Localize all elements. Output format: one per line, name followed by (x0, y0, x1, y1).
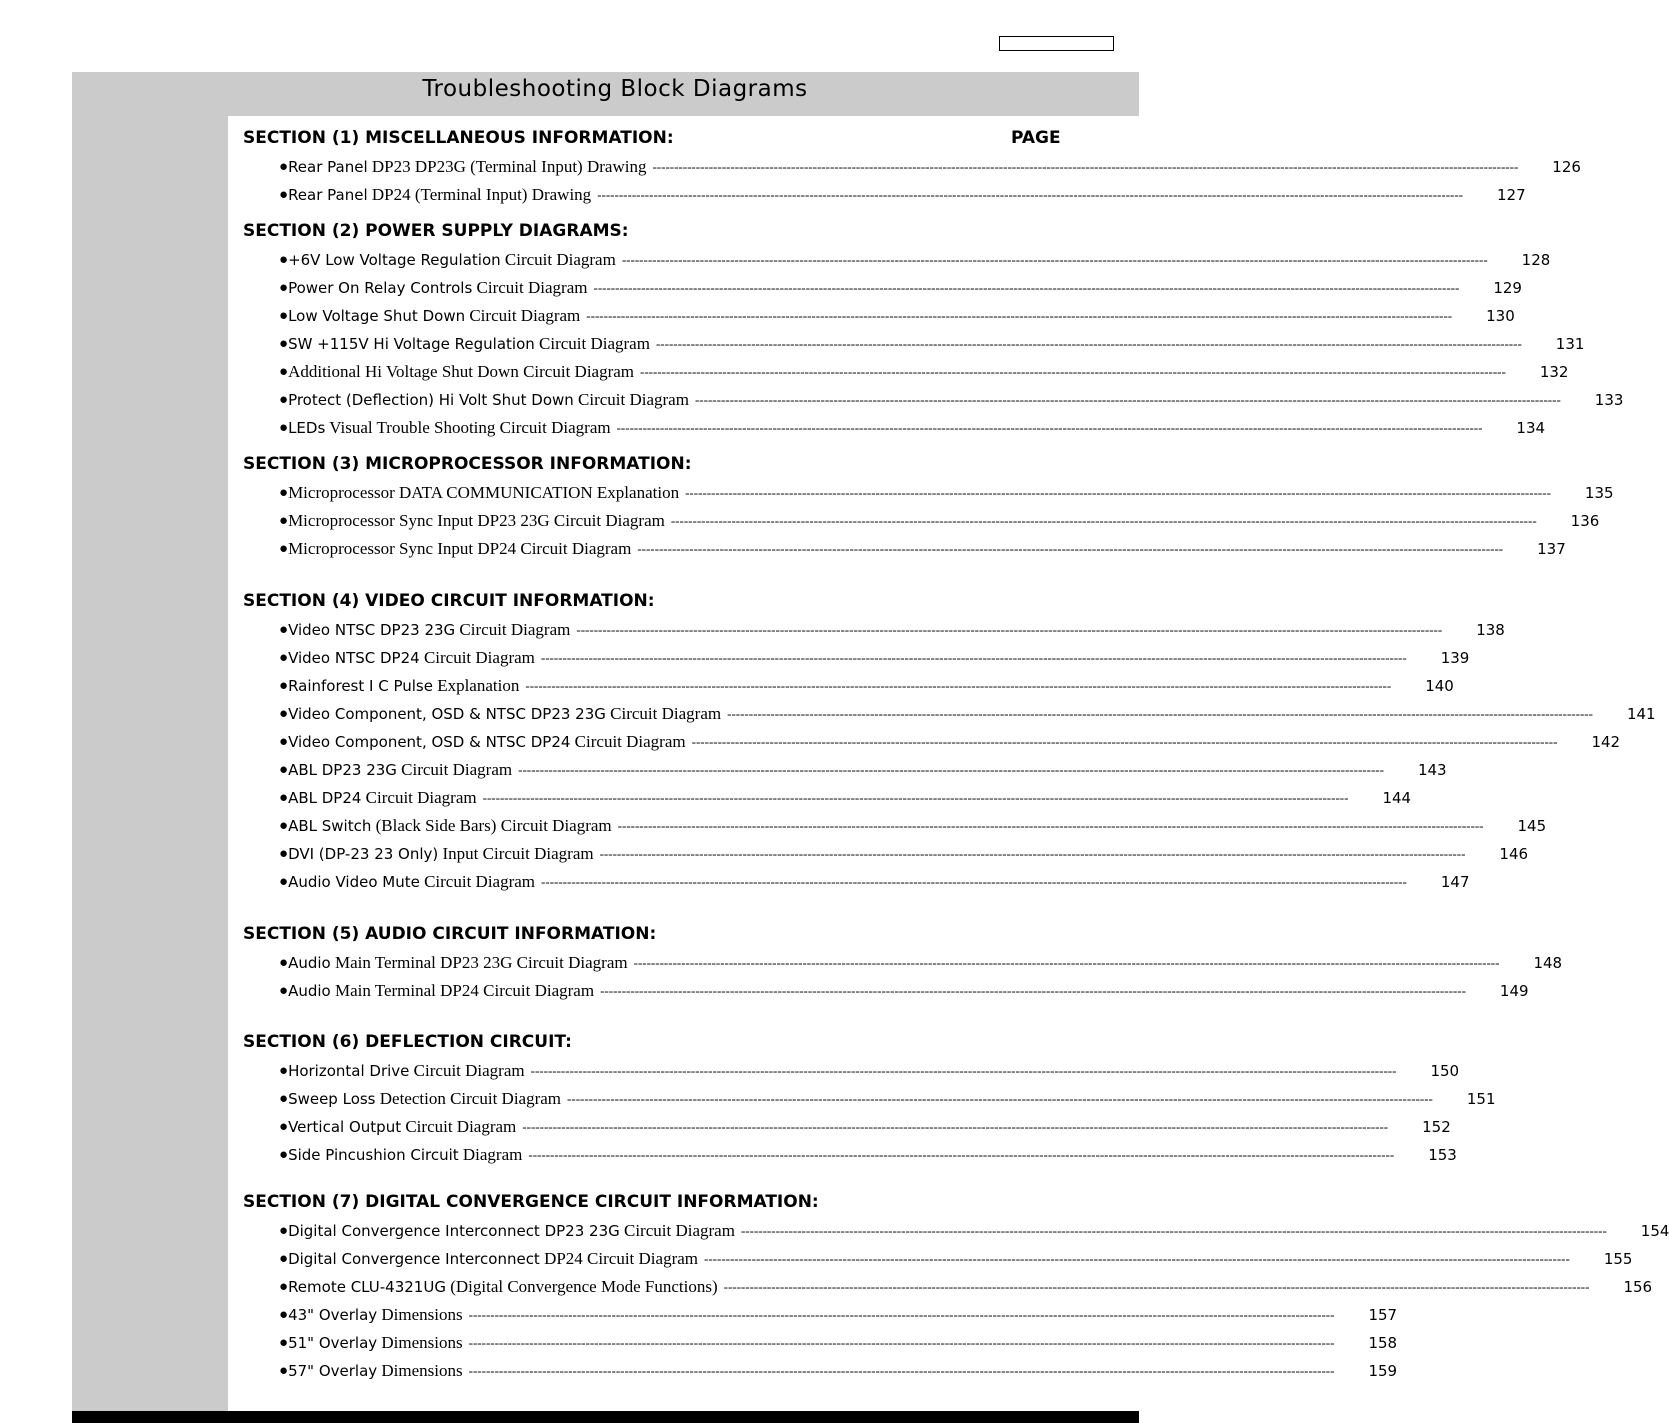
toc-section (243, 1029, 1496, 1169)
entry-description: Circuit Diagram (610, 704, 722, 723)
toc-section (243, 451, 1614, 563)
leader-dashes: -------------------------------------------------------------------------------------------------------------------------------------------------------------------------------------------------------- (621, 252, 1488, 267)
bullet-icon: ● (279, 251, 289, 268)
table-of-contents (243, 125, 1669, 1385)
leader-dashes: -------------------------------------------------------------------------------------------------------------------------------------------------------------------------------------------------------- (652, 159, 1519, 174)
leader-dashes: -------------------------------------------------------------------------------------------------------------------------------------------------------------------------------------------------------- (670, 513, 1537, 528)
entry-description: Circuit Diagram (413, 1061, 525, 1080)
entry-page-number: 144 (1382, 789, 1412, 807)
toc-entry[interactable] (243, 644, 1470, 672)
bullet-icon: ● (279, 1146, 289, 1163)
section-heading (243, 125, 1083, 151)
entry-page-number: 146 (1499, 845, 1529, 863)
entry-title (288, 953, 628, 973)
entry-description: Circuit Diagram (539, 334, 650, 353)
bullet-icon: ● (279, 186, 289, 203)
entry-title (288, 981, 594, 1001)
entry-name: Audio (288, 982, 331, 1000)
entry-description: Circuit Diagram (401, 760, 513, 779)
entry-name: Rear Panel (288, 186, 368, 204)
leader-dashes: -------------------------------------------------------------------------------------------------------------------------------------------------------------------------------------------------------- (704, 1251, 1570, 1266)
leader-dashes: -------------------------------------------------------------------------------------------------------------------------------------------------------------------------------------------------------- (694, 392, 1561, 407)
leader-dashes: -------------------------------------------------------------------------------------------------------------------------------------------------------------------------------------------------------- (727, 706, 1593, 721)
bullet-icon: ● (279, 1118, 289, 1135)
entry-name: Low Voltage Shut Down (288, 307, 466, 325)
bullet-icon: ● (279, 982, 289, 999)
entry-title (288, 1061, 525, 1081)
entry-name: Side Pincushion Circuit (288, 1146, 459, 1164)
leader-dashes: -------------------------------------------------------------------------------------------------------------------------------------------------------------------------------------------------------- (640, 364, 1506, 379)
entry-title (288, 539, 631, 559)
entry-page-number: 141 (1626, 705, 1656, 723)
entry-page-number: 129 (1493, 279, 1522, 297)
entry-name: ABL DP24 (288, 789, 362, 807)
entry-page-number: 126 (1552, 158, 1581, 176)
entry-name: SW +115V Hi Voltage Regulation (288, 335, 535, 353)
entry-title (288, 306, 580, 326)
entry-description: Circuit Diagram (574, 732, 686, 751)
leader-dashes: -------------------------------------------------------------------------------------------------------------------------------------------------------------------------------------------------------- (633, 955, 1500, 970)
leader-dashes: -------------------------------------------------------------------------------------------------------------------------------------------------------------------------------------------------------- (655, 336, 1522, 351)
entry-description: Circuit Diagram (459, 620, 571, 639)
toc-entry[interactable] (243, 302, 1515, 330)
entry-title (288, 362, 634, 382)
toc-entry[interactable] (243, 246, 1551, 274)
entry-name: Remote CLU-4321UG (288, 1278, 446, 1296)
leader-dashes: -------------------------------------------------------------------------------------------------------------------------------------------------------------------------------------------------------- (637, 541, 1504, 556)
toc-entry[interactable] (243, 1085, 1496, 1113)
entry-page-number: 128 (1521, 251, 1551, 269)
toc-entry[interactable] (243, 330, 1585, 358)
left-margin-column (72, 116, 228, 1411)
toc-entry[interactable] (243, 414, 1546, 442)
section-heading (243, 451, 1083, 477)
entry-name: ABL DP23 23G (288, 761, 397, 779)
entry-page-number: 150 (1430, 1062, 1460, 1080)
toc-entry[interactable] (243, 153, 1581, 181)
toc-entry[interactable] (243, 977, 1529, 1005)
bullet-icon: ● (279, 1090, 289, 1107)
entry-page-number: 149 (1499, 982, 1529, 1000)
entry-name: +6V Low Voltage Regulation (288, 251, 501, 269)
entry-description: Circuit Diagram (469, 306, 581, 325)
entry-description: Visual Trouble Shooting Circuit Diagram (329, 418, 611, 437)
entry-page-number: 142 (1591, 733, 1621, 751)
entry-title (288, 483, 679, 503)
section-heading (243, 218, 1083, 244)
bullet-icon: ● (279, 761, 289, 778)
entry-name: Rear Panel (288, 158, 368, 176)
entry-title (288, 704, 721, 724)
toc-section (243, 588, 1656, 896)
toc-entry[interactable] (243, 1113, 1451, 1141)
entry-description: DP24 (Terminal Input) Drawing (371, 185, 592, 204)
entry-description: Dimensions (381, 1305, 463, 1324)
entry-page-number: 130 (1486, 307, 1515, 325)
toc-section (243, 1189, 1669, 1385)
entry-description: Additional Hi Voltage Shut Down Circuit Diagram (288, 362, 635, 381)
leader-dashes: -------------------------------------------------------------------------------------------------------------------------------------------------------------------------------------------------------- (723, 1279, 1590, 1294)
entry-description: Explanation (437, 676, 520, 695)
toc-entry[interactable] (243, 1141, 1457, 1169)
toc-entry[interactable] (243, 949, 1563, 977)
toc-entry[interactable] (243, 700, 1656, 728)
bullet-icon: ● (279, 873, 289, 890)
bullet-icon: ● (279, 677, 289, 694)
entry-page-number: 131 (1555, 335, 1585, 353)
entry-title (288, 185, 591, 205)
entry-page-number: 152 (1422, 1118, 1451, 1136)
bullet-icon: ● (279, 363, 289, 380)
entry-title (288, 620, 570, 640)
entry-name: LEDs (288, 419, 326, 437)
entry-title (288, 676, 519, 696)
entry-title (288, 250, 616, 270)
entry-page-number: 137 (1537, 540, 1566, 558)
toc-entry[interactable] (243, 840, 1529, 868)
entry-name: Rainforest I C Pulse (288, 677, 433, 695)
entry-name: Digital Convergence Interconnect DP23 23G (288, 1222, 620, 1240)
entry-name: 51" Overlay (288, 1334, 378, 1352)
entry-title (288, 1089, 561, 1109)
entry-description: (Black Side Bars) Circuit Diagram (375, 816, 612, 835)
leader-dashes: -------------------------------------------------------------------------------------------------------------------------------------------------------------------------------------------------------- (468, 1363, 1335, 1378)
entry-page-number: 147 (1440, 873, 1470, 891)
leader-dashes: -------------------------------------------------------------------------------------------------------------------------------------------------------------------------------------------------------- (600, 983, 1466, 998)
toc-entry[interactable] (243, 507, 1600, 535)
entry-name: Video Component, OSD & NTSC DP24 (288, 733, 571, 751)
section-heading (243, 1189, 1083, 1215)
leader-dashes: -------------------------------------------------------------------------------------------------------------------------------------------------------------------------------------------------------- (685, 485, 1551, 500)
entry-title (288, 872, 535, 892)
entry-title (288, 1117, 516, 1137)
entry-name: Protect (Deflection) Hi Volt Shut Down (288, 391, 574, 409)
entry-page-number: 139 (1440, 649, 1470, 667)
toc-entry[interactable] (243, 386, 1624, 414)
bullet-icon: ● (279, 512, 289, 529)
entry-description: Circuit Diagram (624, 1221, 735, 1240)
entry-title (288, 418, 611, 438)
toc-entry[interactable] (243, 535, 1566, 563)
entry-description: Microprocessor Sync Input DP23 23G Circuit Diagram (288, 511, 665, 530)
leader-dashes: -------------------------------------------------------------------------------------------------------------------------------------------------------------------------------------------------------- (576, 622, 1443, 637)
entry-page-number: 151 (1466, 1090, 1496, 1108)
entry-name: Vertical Output (288, 1118, 402, 1136)
toc-entry[interactable] (243, 672, 1454, 700)
entry-page-number: 136 (1570, 512, 1600, 530)
entry-name: Video NTSC DP23 23G (288, 621, 456, 639)
entry-description: Dimensions (381, 1333, 463, 1352)
entry-name: Power On Relay Controls (288, 279, 473, 297)
toc-entry[interactable] (243, 1057, 1460, 1085)
bullet-icon: ● (279, 1334, 289, 1351)
entry-description: Microprocessor Sync Input DP24 Circuit Diagram (288, 539, 632, 558)
leader-dashes: -------------------------------------------------------------------------------------------------------------------------------------------------------------------------------------------------------- (541, 874, 1407, 889)
entry-page-number: 138 (1476, 621, 1505, 639)
toc-entry[interactable] (243, 728, 1621, 756)
entry-title (288, 1249, 698, 1269)
entry-name: DVI (DP-23 23 Only) (288, 845, 439, 863)
entry-name: 57" Overlay (288, 1362, 378, 1380)
page-title: Troubleshooting Block Diagrams (422, 76, 808, 102)
leader-dashes: -------------------------------------------------------------------------------------------------------------------------------------------------------------------------------------------------------- (482, 790, 1349, 805)
leader-dashes: -------------------------------------------------------------------------------------------------------------------------------------------------------------------------------------------------------- (468, 1307, 1335, 1322)
leader-dashes: -------------------------------------------------------------------------------------------------------------------------------------------------------------------------------------------------------- (586, 308, 1453, 323)
toc-entry[interactable] (243, 358, 1569, 386)
toc-entry[interactable] (243, 1245, 1633, 1273)
entry-page-number: 157 (1368, 1306, 1398, 1324)
bullet-icon: ● (279, 1222, 289, 1239)
entry-page-number: 145 (1517, 817, 1547, 835)
entry-description: Main Terminal DP24 Circuit Diagram (334, 981, 595, 1000)
toc-entry[interactable] (243, 1217, 1669, 1245)
page-number-box (999, 36, 1114, 51)
entry-title (288, 1277, 718, 1297)
entry-title (288, 1361, 463, 1381)
entry-title (288, 1305, 463, 1325)
bullet-icon: ● (279, 1306, 289, 1323)
toc-entry[interactable] (243, 812, 1547, 840)
leader-dashes: -------------------------------------------------------------------------------------------------------------------------------------------------------------------------------------------------------- (530, 1063, 1397, 1078)
entry-title (288, 278, 587, 298)
entry-name: ABL Switch (288, 817, 372, 835)
bullet-icon: ● (279, 158, 289, 175)
toc-entry[interactable] (243, 1357, 1398, 1385)
section-title: SECTION (1) MISCELLANEOUS INFORMATION: (243, 128, 674, 148)
entry-page-number: 148 (1533, 954, 1563, 972)
entry-title (288, 760, 512, 780)
entry-page-number: 155 (1603, 1250, 1633, 1268)
entry-description: Circuit Diagram (365, 788, 477, 807)
entry-description: Diagram (462, 1145, 523, 1164)
leader-dashes: -------------------------------------------------------------------------------------------------------------------------------------------------------------------------------------------------------- (740, 1223, 1607, 1238)
bullet-icon: ● (279, 817, 289, 834)
entry-description: Circuit Diagram (578, 390, 689, 409)
entry-description: Microprocessor DATA COMMUNICATION Explanation (288, 483, 680, 502)
entry-description: Circuit Diagram (405, 1117, 517, 1136)
entry-title (288, 511, 665, 531)
toc-entry[interactable] (243, 274, 1522, 302)
entry-title (288, 157, 646, 177)
toc-entry[interactable] (243, 756, 1447, 784)
entry-title (288, 1221, 735, 1241)
toc-entry[interactable] (243, 479, 1614, 507)
entry-name: Audio Video Mute (288, 873, 420, 891)
bullet-icon: ● (279, 1250, 289, 1267)
entry-page-number: 154 (1640, 1222, 1669, 1240)
bullet-icon: ● (279, 484, 289, 501)
toc-section (243, 218, 1624, 442)
bullet-icon: ● (279, 391, 289, 408)
toc-entry[interactable] (243, 1273, 1653, 1301)
page-column-label: PAGE (1011, 128, 1061, 148)
entry-description: Input Circuit Diagram (442, 844, 594, 863)
entry-title (288, 648, 535, 668)
entry-description: DP24 Circuit Diagram (544, 1249, 698, 1268)
bullet-icon: ● (279, 307, 289, 324)
entry-page-number: 140 (1425, 677, 1454, 695)
section-heading (243, 1029, 1083, 1055)
entry-title (288, 844, 594, 864)
toc-entry[interactable] (243, 1301, 1398, 1329)
bullet-icon: ● (279, 954, 289, 971)
entry-name: Audio (288, 954, 331, 972)
bullet-icon: ● (279, 705, 289, 722)
entry-page-number: 132 (1539, 363, 1569, 381)
entry-page-number: 159 (1368, 1362, 1398, 1380)
toc-entry[interactable] (243, 784, 1412, 812)
toc-entry[interactable] (243, 616, 1505, 644)
toc-entry[interactable] (243, 181, 1526, 209)
entry-description: Detection Circuit Diagram (379, 1089, 562, 1108)
bullet-icon: ● (279, 419, 289, 436)
bullet-icon: ● (279, 1362, 289, 1379)
bullet-icon: ● (279, 649, 289, 666)
bullet-icon: ● (279, 845, 289, 862)
section-title: SECTION (2) POWER SUPPLY DIAGRAMS: (243, 221, 629, 241)
leader-dashes: -------------------------------------------------------------------------------------------------------------------------------------------------------------------------------------------------------- (593, 280, 1460, 295)
bullet-icon: ● (279, 1278, 289, 1295)
entry-title (288, 1145, 522, 1165)
bullet-icon: ● (279, 1062, 289, 1079)
section-heading (243, 921, 1083, 947)
leader-dashes: -------------------------------------------------------------------------------------------------------------------------------------------------------------------------------------------------------- (617, 818, 1484, 833)
entry-title (288, 788, 477, 808)
toc-entry[interactable] (243, 1329, 1398, 1357)
entry-page-number: 135 (1584, 484, 1614, 502)
entry-title (288, 1333, 463, 1353)
toc-section (243, 921, 1563, 1005)
entry-title (288, 816, 612, 836)
bullet-icon: ● (279, 335, 289, 352)
entry-description: Main Terminal DP23 23G Circuit Diagram (334, 953, 628, 972)
entry-description: DP23 DP23G (Terminal Input) Drawing (371, 157, 647, 176)
bullet-icon: ● (279, 279, 289, 296)
entry-name: Video NTSC DP24 (288, 649, 420, 667)
entry-title (288, 390, 689, 410)
entry-title (288, 334, 650, 354)
entry-description: Circuit Diagram (423, 648, 535, 667)
section-title: SECTION (5) AUDIO CIRCUIT INFORMATION: (243, 924, 657, 944)
section-title: SECTION (4) VIDEO CIRCUIT INFORMATION: (243, 591, 655, 611)
leader-dashes: -------------------------------------------------------------------------------------------------------------------------------------------------------------------------------------------------------- (518, 762, 1384, 777)
entry-description: Circuit Diagram (476, 278, 588, 297)
entry-name: Digital Convergence Interconnect (288, 1250, 540, 1268)
entry-description: (Digital Convergence Mode Functions) (450, 1277, 718, 1296)
entry-name: 43" Overlay (288, 1306, 378, 1324)
entry-description: Circuit Diagram (504, 250, 616, 269)
section-title: SECTION (3) MICROPROCESSOR INFORMATION: (243, 454, 692, 474)
leader-dashes: -------------------------------------------------------------------------------------------------------------------------------------------------------------------------------------------------------- (528, 1147, 1395, 1162)
leader-dashes: -------------------------------------------------------------------------------------------------------------------------------------------------------------------------------------------------------- (468, 1335, 1335, 1350)
entry-description: Dimensions (381, 1361, 463, 1380)
bullet-icon: ● (279, 789, 289, 806)
section-title: SECTION (7) DIGITAL CONVERGENCE CIRCUIT INFORMATION: (243, 1192, 819, 1212)
leader-dashes: -------------------------------------------------------------------------------------------------------------------------------------------------------------------------------------------------------- (525, 678, 1392, 693)
entry-page-number: 158 (1368, 1334, 1398, 1352)
entry-page-number: 153 (1428, 1146, 1457, 1164)
toc-entry[interactable] (243, 868, 1470, 896)
leader-dashes: -------------------------------------------------------------------------------------------------------------------------------------------------------------------------------------------------------- (567, 1091, 1433, 1106)
section-title: SECTION (6) DEFLECTION CIRCUIT: (243, 1032, 572, 1052)
entry-page-number: 127 (1497, 186, 1526, 204)
entry-description: Circuit Diagram (424, 872, 536, 891)
toc-section (243, 125, 1581, 209)
entry-name: Horizontal Drive (288, 1062, 410, 1080)
leader-dashes: -------------------------------------------------------------------------------------------------------------------------------------------------------------------------------------------------------- (522, 1119, 1389, 1134)
section-heading (243, 588, 1083, 614)
leader-dashes: -------------------------------------------------------------------------------------------------------------------------------------------------------------------------------------------------------- (540, 650, 1407, 665)
leader-dashes: -------------------------------------------------------------------------------------------------------------------------------------------------------------------------------------------------------- (599, 846, 1466, 861)
entry-page-number: 133 (1594, 391, 1624, 409)
entry-name: Video Component, OSD & NTSC DP23 23G (288, 705, 606, 723)
entry-page-number: 143 (1417, 761, 1447, 779)
bullet-icon: ● (279, 733, 289, 750)
leader-dashes: -------------------------------------------------------------------------------------------------------------------------------------------------------------------------------------------------------- (691, 734, 1558, 749)
entry-title (288, 732, 686, 752)
leader-dashes: -------------------------------------------------------------------------------------------------------------------------------------------------------------------------------------------------------- (616, 420, 1483, 435)
bullet-icon: ● (279, 621, 289, 638)
footer-bar (72, 1411, 1139, 1423)
entry-page-number: 134 (1516, 419, 1546, 437)
entry-name: Sweep Loss (288, 1090, 376, 1108)
entry-page-number: 156 (1623, 1278, 1653, 1296)
leader-dashes: -------------------------------------------------------------------------------------------------------------------------------------------------------------------------------------------------------- (597, 187, 1464, 202)
bullet-icon: ● (279, 540, 289, 557)
